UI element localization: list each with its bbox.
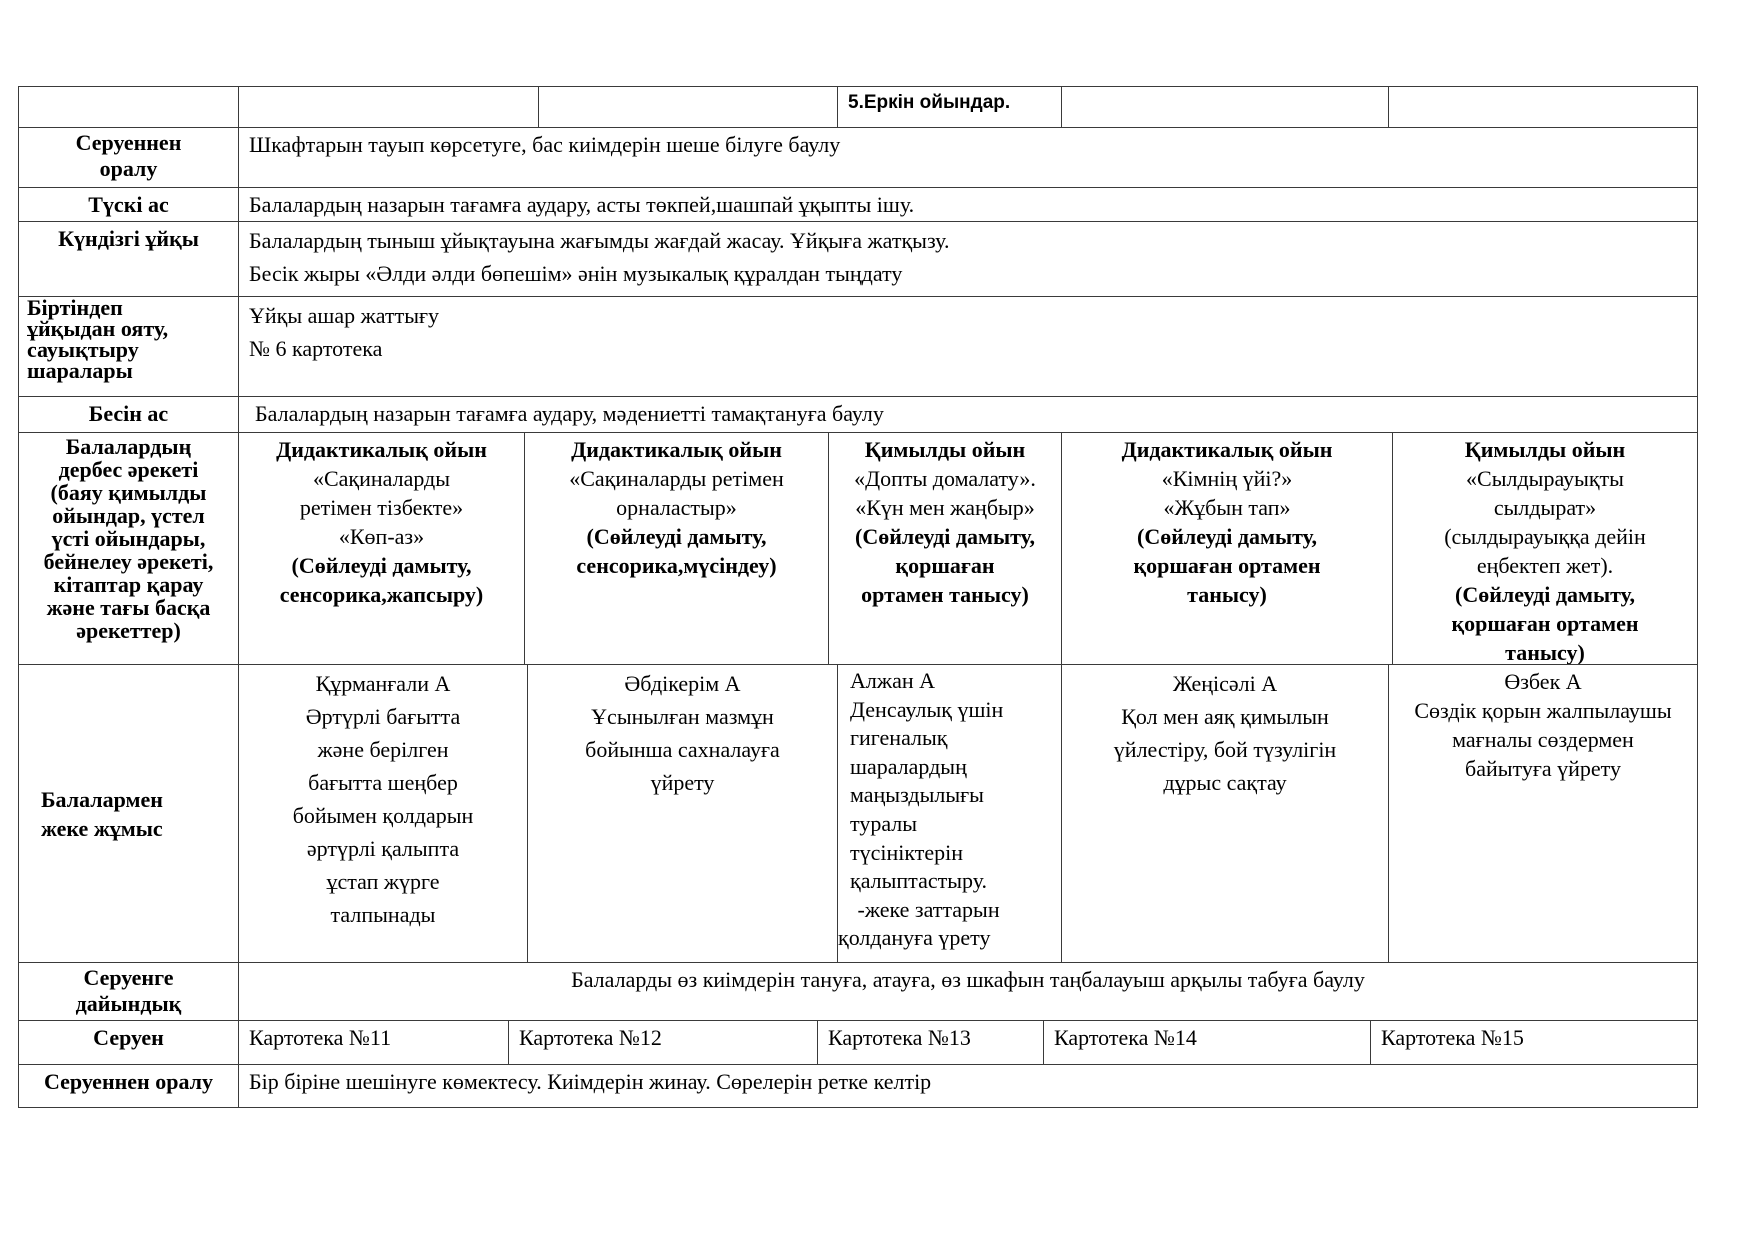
label-text: Серуен bbox=[93, 1025, 164, 1050]
row-wakeup bbox=[18, 296, 1698, 396]
activity-note: (Сөйлеуді дамыту, bbox=[586, 524, 767, 549]
activity-day-4 bbox=[1061, 432, 1392, 664]
task-line: Сөздік қорын жалпылаушы bbox=[1414, 698, 1672, 723]
label-text: Күндізгі ұйқы bbox=[58, 226, 199, 251]
task-line: мағналы сөздермен bbox=[1452, 727, 1634, 752]
activity-note: (Сөйлеуді дамыту, bbox=[855, 524, 1035, 549]
task-line: ұстап жүрге bbox=[326, 869, 440, 894]
task-line: әртүрлі қалыпта bbox=[306, 836, 460, 861]
content-line: Ұйқы ашар жаттығу bbox=[249, 303, 440, 328]
content-text: Балаларды өз киімдерін тануға, атауға, өз шкафын таңбалауыш арқылы табуға баулу bbox=[571, 967, 1365, 992]
activity-line: сылдырат» bbox=[1493, 495, 1597, 520]
individual-day-4 bbox=[1061, 664, 1388, 962]
task-line: байытуға үйрету bbox=[1465, 756, 1621, 781]
label-line: әрекеттер) bbox=[76, 618, 181, 643]
task-line: бойымен қолдарын bbox=[292, 803, 474, 828]
row-return-from-walk bbox=[18, 127, 1698, 187]
row-content bbox=[238, 127, 1698, 187]
activity-line: «Допты домалату». bbox=[854, 466, 1036, 491]
row-content bbox=[238, 396, 1698, 432]
activity-line: еңбектеп жет). bbox=[1476, 553, 1614, 578]
label-line: сауықтыру bbox=[27, 337, 139, 362]
row-content bbox=[238, 221, 1698, 296]
activity-title: Қимылды ойын bbox=[1464, 437, 1626, 462]
label-line: үсті ойындары, bbox=[51, 526, 206, 551]
activity-note: танысу) bbox=[1505, 640, 1585, 664]
walk-card: Картотека №14 bbox=[1054, 1025, 1197, 1050]
row-content bbox=[238, 962, 1698, 1020]
row-label bbox=[18, 1064, 238, 1108]
task-line: дұрыс сақтау bbox=[1163, 770, 1287, 795]
day-cell-3 bbox=[837, 86, 1061, 127]
activity-title: Дидактикалық ойын bbox=[1121, 437, 1333, 462]
walk-day-2 bbox=[508, 1020, 817, 1064]
task-line: Қол мен аяқ қимылын bbox=[1121, 704, 1329, 729]
label-line: дайындық bbox=[75, 991, 182, 1016]
day-cell-1 bbox=[238, 86, 538, 127]
label-line: ұйқыдан ояту, bbox=[27, 316, 169, 341]
row-label bbox=[18, 221, 238, 296]
row-label bbox=[18, 127, 238, 187]
activity-line: «Сақиналарды ретімен bbox=[569, 466, 784, 491]
walk-day-4 bbox=[1043, 1020, 1370, 1064]
label-line: Серуенге bbox=[83, 965, 174, 990]
activity-note: (Сөйлеуді дамыту, bbox=[1137, 524, 1317, 549]
activity-line: «Жұбын тап» bbox=[1163, 495, 1291, 520]
row-label bbox=[18, 396, 238, 432]
content-line: Балалардың тыныш ұйықтауына жағымды жағдай жасау. Ұйқыға жатқызу. bbox=[249, 228, 950, 253]
row-label bbox=[18, 1020, 238, 1064]
activity-title: Дидактикалық ойын bbox=[276, 437, 487, 462]
task-line: маңыздылығы bbox=[850, 782, 984, 808]
row-individual-work bbox=[18, 664, 1698, 962]
label-text: Түскі ас bbox=[88, 192, 169, 217]
individual-day-2 bbox=[527, 664, 837, 962]
activity-line: орналастыр» bbox=[616, 495, 737, 520]
walk-card: Картотека №11 bbox=[249, 1025, 392, 1050]
row-label bbox=[18, 664, 238, 962]
task-line: туралы bbox=[850, 810, 918, 836]
walk-card: Картотека №12 bbox=[519, 1025, 662, 1050]
task-line: Денсаулық үшін bbox=[850, 696, 1004, 722]
walk-day-1 bbox=[238, 1020, 508, 1064]
activity-line: «Сылдырауықты bbox=[1466, 466, 1624, 491]
task-line: бойынша сахналауға bbox=[585, 737, 780, 762]
label-line: бейнелеу әрекеті, bbox=[43, 549, 214, 574]
row-walk bbox=[18, 1020, 1698, 1064]
label-line: Балалармен bbox=[41, 786, 163, 812]
label-line: (баяу қимылды bbox=[50, 480, 207, 505]
label-text: Бесін ас bbox=[88, 401, 169, 426]
activity-line: «Көп-аз» bbox=[338, 524, 425, 549]
child-name: Әбдікерім А bbox=[624, 671, 741, 696]
activity-line: (сылдырауыққа дейін bbox=[1444, 524, 1646, 549]
content-text: Шкафтарын тауып көрсетуге, бас киімдерін шеше білуге баулу bbox=[249, 132, 841, 157]
task-line: бағытта шеңбер bbox=[308, 770, 458, 795]
walk-day-3 bbox=[817, 1020, 1043, 1064]
task-line: қолдануға үрету bbox=[838, 925, 991, 951]
activity-note: ортамен танысу) bbox=[861, 582, 1029, 607]
activity-title: Дидактикалық ойын bbox=[571, 437, 782, 462]
label-line: және тағы басқа bbox=[46, 595, 211, 620]
activity-day-5 bbox=[1392, 432, 1698, 664]
task-line: Әртүрлі бағытта bbox=[305, 704, 461, 729]
label-line: жеке жұмыс bbox=[41, 815, 163, 841]
walk-card: Картотека №15 bbox=[1381, 1025, 1524, 1050]
task-line: үйрету bbox=[650, 770, 715, 795]
activity-note: сенсорика,мүсіндеу) bbox=[576, 553, 777, 578]
label-line: кітаптар қарау bbox=[53, 572, 204, 597]
row-lunch bbox=[18, 187, 1698, 221]
row-independent-activity bbox=[18, 432, 1698, 664]
content-text: Балалардың назарын тағамға аудару, мәдениетті тамақтануға баулу bbox=[255, 401, 884, 426]
activity-note: (Сөйлеуді дамыту, bbox=[1455, 582, 1635, 607]
label-cell-empty bbox=[18, 86, 238, 127]
content-text: Бір біріне шешінуге көмектесу. Киімдерін жинау. Сөрелерін ретке келтір bbox=[249, 1069, 932, 1094]
activity-note: қоршаған bbox=[895, 553, 995, 578]
individual-day-5 bbox=[1388, 664, 1698, 962]
task-line: шаралардың bbox=[850, 753, 967, 779]
row-return-from-walk-2 bbox=[18, 1064, 1698, 1108]
content-text: Балалардың назарын тағамға аудару, асты төкпей,шашпай ұқыпты ішу. bbox=[249, 192, 915, 217]
activity-note: қоршаған ортамен bbox=[1451, 611, 1639, 636]
task-line: түсініктерін bbox=[850, 839, 964, 865]
task-line: талпынады bbox=[330, 902, 436, 927]
label-line: Серуеннен bbox=[75, 130, 182, 155]
row-content bbox=[238, 187, 1698, 221]
activity-title: Қимылды ойын bbox=[864, 437, 1026, 462]
label-line: ойындар, үстел bbox=[52, 503, 205, 528]
individual-day-3 bbox=[837, 664, 1061, 962]
label-line: шаралары bbox=[27, 358, 133, 383]
row-nap bbox=[18, 221, 1698, 296]
task-line: үйлестіру, бой түзулігін bbox=[1113, 737, 1337, 762]
row-free-play bbox=[18, 86, 1698, 127]
row-label bbox=[18, 187, 238, 221]
child-name: Жеңісәлі А bbox=[1172, 671, 1278, 696]
day-cell-4 bbox=[1061, 86, 1388, 127]
task-line: және берілген bbox=[317, 737, 449, 762]
child-name: Алжан А bbox=[850, 668, 935, 693]
label-line: Біртіндеп bbox=[27, 296, 123, 320]
activity-line: «Кімнің үйі?» bbox=[1161, 466, 1293, 491]
activity-day-1 bbox=[238, 432, 524, 664]
activity-note: (Сөйлеуді дамыту, bbox=[291, 553, 472, 578]
row-label bbox=[18, 432, 238, 664]
walk-card: Картотека №13 bbox=[828, 1025, 971, 1050]
task-line: гигеналық bbox=[850, 725, 948, 751]
activity-line: «Күн мен жаңбыр» bbox=[855, 495, 1035, 520]
activity-day-3 bbox=[828, 432, 1061, 664]
day-cell-5 bbox=[1388, 86, 1698, 127]
task-line: -жеке заттарын bbox=[852, 896, 1000, 922]
child-name: Құрманғали А bbox=[315, 671, 451, 696]
free-play-text: 5.Еркін ойындар. bbox=[848, 92, 1011, 113]
row-snack bbox=[18, 396, 1698, 432]
content-line: Бесік жыры «Әлди әлди бөпешім» әнін музыкалық құралдан тыңдату bbox=[249, 261, 903, 286]
child-name: Өзбек А bbox=[1504, 669, 1582, 694]
content-line: № 6 картотека bbox=[249, 336, 383, 361]
activity-note: танысу) bbox=[1187, 582, 1267, 607]
activity-line: «Сақиналарды bbox=[312, 466, 451, 491]
row-label bbox=[18, 296, 238, 396]
row-content bbox=[238, 296, 1698, 396]
label-line: дербес әрекеті bbox=[58, 457, 199, 482]
row-content bbox=[238, 1064, 1698, 1108]
activity-note: қоршаған ортамен bbox=[1133, 553, 1321, 578]
activity-line: ретімен тізбекте» bbox=[299, 495, 464, 520]
row-walk-prep bbox=[18, 962, 1698, 1020]
task-line: қалыптастыру. bbox=[850, 868, 987, 894]
label-line: Балалардың bbox=[65, 434, 192, 459]
activity-note: сенсорика,жапсыру) bbox=[279, 582, 484, 607]
task-line: Ұсынылған мазмұн bbox=[591, 704, 774, 729]
label-line: оралу bbox=[99, 156, 158, 181]
individual-day-1 bbox=[238, 664, 527, 962]
schedule-table bbox=[18, 86, 1698, 1108]
activity-day-2 bbox=[524, 432, 828, 664]
row-label bbox=[18, 962, 238, 1020]
walk-day-5 bbox=[1370, 1020, 1698, 1064]
day-cell-2 bbox=[538, 86, 837, 127]
label-text: Серуеннен оралу bbox=[43, 1069, 214, 1094]
